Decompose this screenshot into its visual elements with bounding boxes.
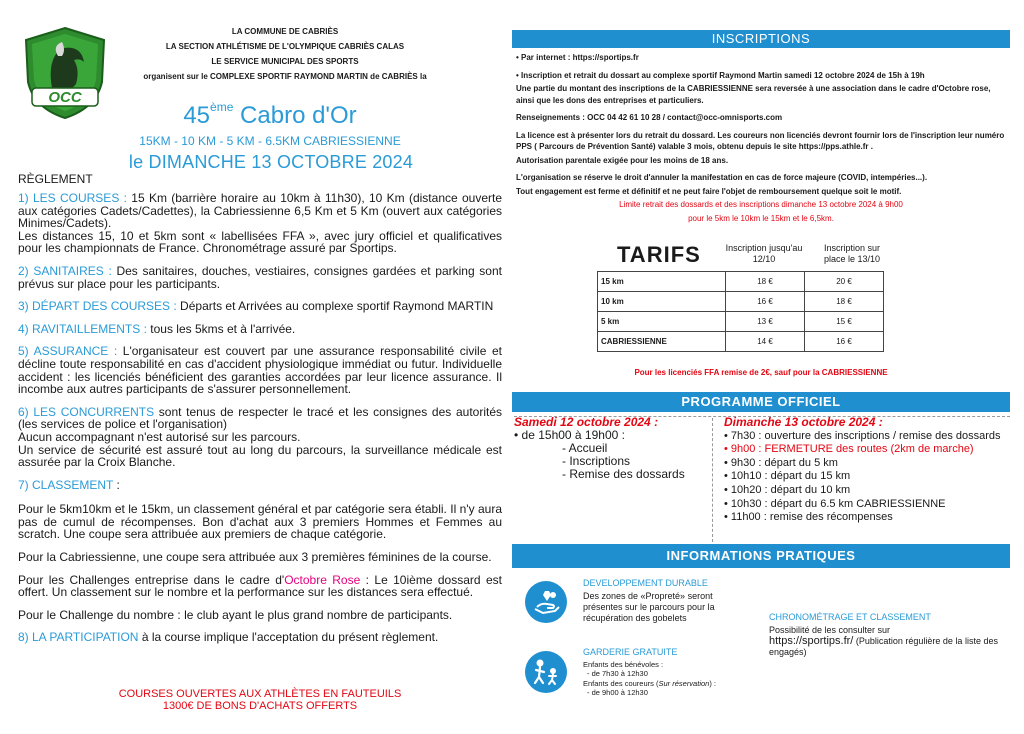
- rule-assurance: [18, 345, 502, 395]
- table-row: [598, 292, 884, 312]
- info-title: CHRONOMÉTRAGE ET CLASSEMENT: [769, 612, 931, 622]
- rule-text: Aucun accompagnant n'est autorisé sur les parcours.: [18, 429, 301, 444]
- rule-classement: [18, 479, 502, 492]
- list-item: • 10h10 : départ du 15 km: [724, 470, 851, 483]
- tarif-onsite: 15 €: [805, 312, 884, 332]
- list-item: • 7h30 : ouverture des inscriptions / remise des dossards: [724, 429, 1001, 442]
- rule-title: 2) SANITAIRES :: [18, 263, 112, 278]
- list-item: - Inscriptions: [562, 454, 631, 468]
- table-row: [598, 332, 884, 352]
- rule-participation: [18, 631, 502, 644]
- title-sup: ème: [210, 100, 234, 114]
- rule-title: 8) LA PARTICIPATION: [18, 630, 139, 645]
- info-title: DEVELOPPEMENT DURABLE: [583, 578, 708, 588]
- insc-partie: Une partie du montant des inscriptions de la CABRIESSIENNE sera reversée à une association dans le cadre d'Octobre rose, ainsi que les dons des entreprises et particuliers.: [516, 84, 991, 105]
- rule-text: Pour la Cabriessienne, une coupe sera attribuée aux 3 premières féminines de la course.: [18, 550, 492, 565]
- title-number: 45: [183, 102, 211, 129]
- tarif-label: 15 km: [598, 272, 726, 292]
- saturday-title: Samedi 12 octobre 2024 :: [514, 415, 659, 429]
- occ-logo: [22, 26, 108, 120]
- list-item: • 10h30 : départ du 6.5 km CABRIESSIENNE: [724, 497, 946, 510]
- org-line: LE SERVICE MUNICIPAL DES SPORTS: [211, 57, 359, 66]
- inscriptions-body: [516, 52, 1006, 226]
- inscriptions-header: INSCRIPTIONS: [512, 30, 1010, 48]
- info-text: Possibilité de les consulter sur: [769, 625, 891, 635]
- programme-saturday: [514, 416, 714, 481]
- tarifs-col-onsite: Inscription sur place le 13/10: [823, 243, 881, 264]
- footer-line: COURSES OUVERTES AUX ATHLÈTES EN FAUTEUILS: [118, 688, 402, 700]
- info-text: Sur réservation: [658, 678, 710, 688]
- classement-challenge-entreprise: [18, 574, 502, 599]
- rule-concurrents: [18, 406, 502, 469]
- info-text: Enfants des coureurs (: [583, 678, 659, 688]
- footer-line: 1300€ DE BONS D'ACHATS OFFERTS: [162, 700, 358, 712]
- tarif-early: 18 €: [726, 272, 805, 292]
- event-distances: 15KM - 10 KM - 5 KM - 6.5KM CABRIESSIENNE: [139, 134, 401, 148]
- rule-title: 3) DÉPART DES COURSES :: [18, 299, 177, 314]
- insc-licence: La licence est à présenter lors du retrait du dossard. Les coureurs non licenciés devront fournir lors de l'inscription leur numéro PPS ( Parcours de Prévention Santé) valable 3 mois, obtenu depuis le site https://pps.athle.fr .: [516, 130, 1005, 151]
- rule-text: Pour le 5km10km et le 15km, un classement général et par catégorie sera établi. Il n'y aura pas de cumul de récompenses. Bon d'achat aux 3 premiers Hommes et Femmes au scratch. Une coupe sera attribuée aux premiers de chaque catégorie.: [18, 502, 502, 542]
- rule-text: Un service de sécurité est assuré tout au long du parcours, la surveillance médicale est assurée par la Croix Blanche.: [18, 442, 502, 470]
- insc-limite: Limite retrait des dossards et des inscriptions dimanche 13 octobre 2024 à 9h00: [619, 200, 903, 209]
- ffa-discount-note: Pour les licenciés FFA remise de 2€, sauf pour la CABRIESSIENNE: [634, 368, 888, 377]
- sunday-title: Dimanche 13 octobre 2024 :: [724, 415, 883, 429]
- rule-title: 5) ASSURANCE :: [18, 344, 118, 359]
- insc-renseignements: Renseignements : OCC 04 42 61 10 28 / contact@occ-omnisports.com: [516, 113, 783, 122]
- tarif-label: 5 km: [598, 312, 726, 332]
- tarifs-col-early: Inscription jusqu'au 12/10: [725, 243, 803, 264]
- rule-depart: [18, 300, 502, 313]
- insc-autorisation: Autorisation parentale exigée pour les moins de 18 ans.: [516, 155, 729, 165]
- insc-limite: pour le 5km le 10km le 15km et le 6,5km.: [688, 213, 834, 223]
- organizers-block: [130, 24, 440, 84]
- org-line: LA COMMUNE DE CABRIÈS: [231, 27, 339, 36]
- sportips-link[interactable]: https://sportips.fr/: [769, 635, 854, 647]
- octobre-rose-text: Octobre Rose: [284, 572, 361, 587]
- rule-text: à la course implique l'acceptation du présent règlement.: [138, 630, 439, 645]
- info-text: - de 9h00 à 12h30: [587, 688, 648, 697]
- rule-courses: [18, 192, 502, 255]
- tarifs-table: [597, 271, 884, 352]
- recycle-hand-icon: [525, 581, 567, 623]
- rule-text: Les distances 15, 10 et 5km sont « labellisées FFA », avec jury officiel et qualificatives pour les championnats de France. Chronométrage assuré par Sportips.: [18, 228, 502, 256]
- classement-general: [18, 503, 502, 541]
- rule-title: 4) RAVITAILLEMENTS :: [18, 321, 147, 336]
- classement-challenge-nombre: [18, 609, 502, 622]
- rule-text: : Le 10ième dossard est offert. Un classement sur le nombre et la performance sur les distances sera effectué.: [18, 572, 502, 600]
- event-title: [120, 100, 420, 130]
- rule-text: :: [113, 477, 120, 492]
- saturday-main: • de 15h00 à 19h00 :: [514, 428, 625, 442]
- tarif-label: 10 km: [598, 292, 726, 312]
- classement-cabriessienne: [18, 551, 502, 564]
- insc-engagement: Tout engagement est ferme et définitif et ne peut faire l'objet de remboursement quelque soit le motif.: [516, 186, 902, 196]
- reglement-title: RÈGLEMENT: [18, 172, 93, 186]
- info-text: ) :: [709, 678, 716, 688]
- info-garderie: [583, 648, 753, 698]
- tarifs-title: TARIFS: [617, 242, 701, 267]
- tarif-onsite: 20 €: [805, 272, 884, 292]
- event-date: le DIMANCHE 13 OCTOBRE 2024: [128, 152, 414, 172]
- tarif-early: 16 €: [726, 292, 805, 312]
- rule-text: Pour les Challenges entreprise dans le cadre d': [18, 572, 285, 587]
- rule-title: 7) CLASSEMENT: [18, 477, 114, 492]
- info-chronometrage: [769, 612, 1009, 658]
- rule-text: 15 Km (barrière horaire au 10km à 11h30), 10 Km (distance ouverte aux catégories Cadets/Cadettes), la Cabriessienne 6,5 Km et 5 Km (ouvert aux catégories Minimes/Cadets).: [18, 191, 502, 231]
- insc-annuler: L'organisation se réserve le droit d'annuler la manifestation en cas de force majeure (COVID, intempéries...).: [516, 173, 928, 182]
- tarif-label: CABRIESSIENNE: [598, 332, 726, 352]
- footer-highlight: [18, 688, 502, 712]
- info-text: Enfants des bénévoles :: [583, 659, 664, 669]
- programme-sunday: [724, 416, 1014, 525]
- rule-title: 1) LES COURSES :: [18, 191, 127, 205]
- info-developpement-durable: [583, 578, 753, 624]
- rule-ravitaillements: [18, 323, 502, 336]
- tarif-early: 14 €: [726, 332, 805, 352]
- info-title: GARDERIE GRATUITE: [583, 647, 678, 657]
- info-text: - de 7h30 à 12h30: [587, 669, 648, 678]
- tarif-onsite: 16 €: [805, 332, 884, 352]
- rule-sanitaires: [18, 265, 502, 290]
- title-name: Cabro d'Or: [240, 102, 357, 129]
- rule-text: tous les 5kms et à l'arrivée.: [146, 321, 296, 336]
- org-line: organisent sur le COMPLEXE SPORTIF RAYMOND MARTIN de CABRIÈS la: [143, 72, 427, 81]
- rule-text: sont tenus de respecter le tracé et les consignes des autorités (les services de police et l'organisation): [18, 404, 502, 432]
- table-row: [598, 272, 884, 292]
- infos-header: INFORMATIONS PRATIQUES: [512, 544, 1010, 568]
- list-item-highlight: • 9h00 : FERMETURE des routes (2km de marche): [724, 443, 974, 456]
- rule-text: Des sanitaires, douches, vestiaires, consignes gardées et parking sont prévus sur place pour les participants.: [18, 263, 502, 291]
- rule-title: 6) LES CONCURRENTS: [18, 404, 155, 419]
- list-item: • 10h20 : départ du 10 km: [724, 483, 851, 496]
- table-row: [598, 312, 884, 332]
- logo-text: OCC: [48, 89, 82, 106]
- rule-text: Départs et Arrivées au complexe sportif Raymond MARTIN: [176, 299, 494, 314]
- org-line: LA SECTION ATHLÉTISME DE L'OLYMPIQUE CABRIÈS CALAS: [165, 42, 405, 51]
- insc-retrait: • Inscription et retrait du dossart au complexe sportif Raymond Martin samedi 12 octobre 2024 de 15h à 19h: [516, 70, 925, 80]
- rule-text: Pour le Challenge du nombre : le club ayant le plus grand nombre de participants.: [18, 607, 453, 622]
- tarif-onsite: 18 €: [805, 292, 884, 312]
- list-item: - Accueil: [562, 441, 608, 455]
- insc-internet: • Par internet : https://sportips.fr: [516, 53, 639, 62]
- rule-text: L'organisateur est couvert par une assurance responsabilité civile et décline toute responsabilité en cas d'accident physiologique immédiat ou futur. Individuelle accident : les licenciés bénéficient des garanties accordées par leur licence assurance. Il incombe aux autres participants de s'assurer personnellement.: [18, 344, 502, 397]
- list-item: • 11h00 : remise des récompenses: [724, 511, 893, 524]
- list-item: • 9h30 : départ du 5 km: [724, 456, 838, 469]
- info-text: (Publication régulière de la liste des engagés): [769, 636, 998, 657]
- tarif-early: 13 €: [726, 312, 805, 332]
- info-text: Des zones de «Propreté» seront présentes sur le parcours pour la récupération des gobelets: [583, 591, 715, 623]
- list-item: - Remise des dossards: [562, 467, 685, 481]
- children-icon: [525, 651, 567, 693]
- reglement-body: [18, 192, 502, 654]
- programme-header: PROGRAMME OFFICIEL: [512, 392, 1010, 412]
